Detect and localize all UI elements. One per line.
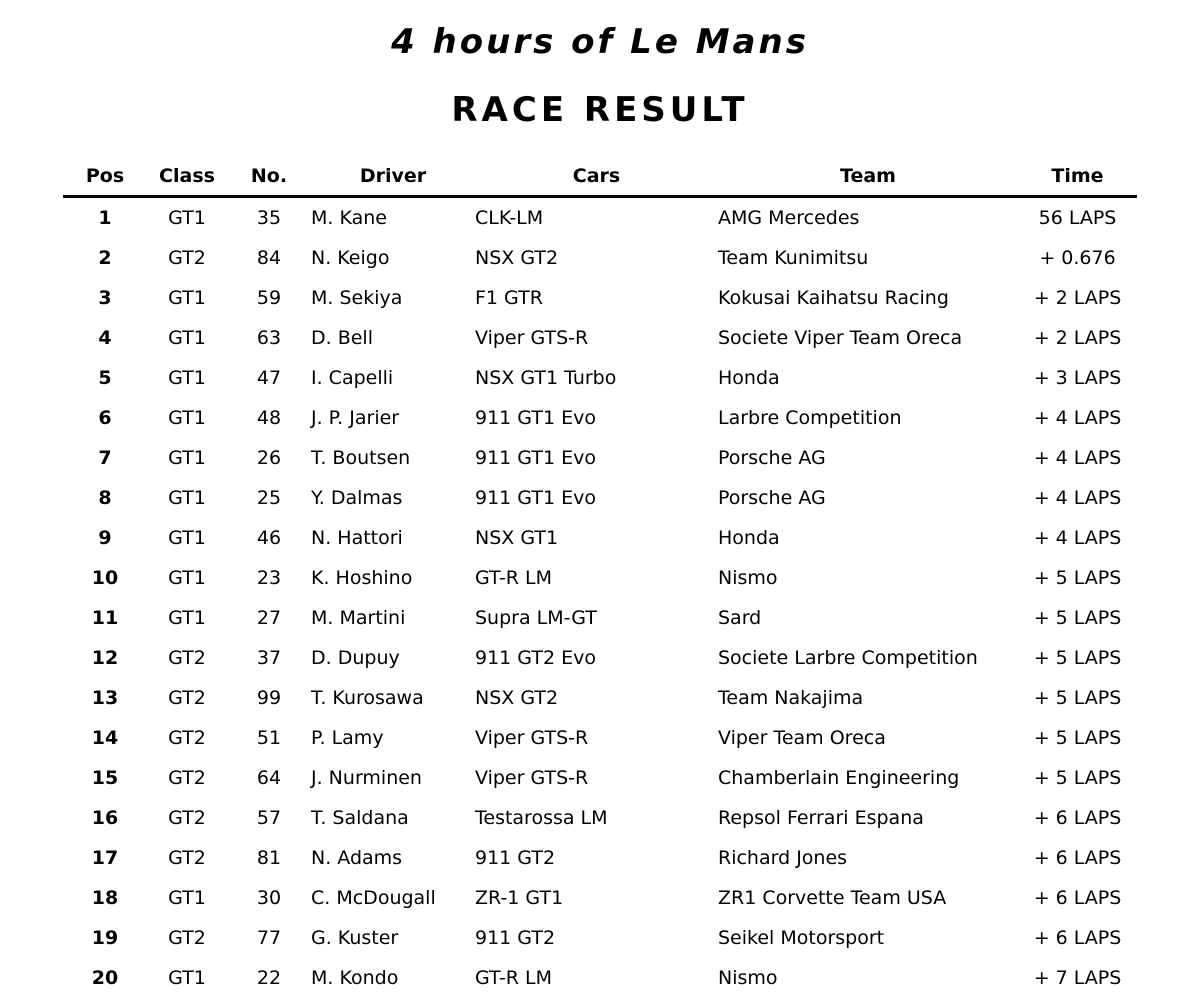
cell-car: Viper GTS-R bbox=[475, 327, 589, 349]
cell-no: 30 bbox=[256, 887, 282, 909]
cell-class: GT1 bbox=[168, 207, 206, 229]
cell-car: Viper GTS-R bbox=[475, 767, 589, 789]
cell-team: Team Kunimitsu bbox=[718, 247, 869, 269]
cell-time: + 5 LAPS bbox=[1033, 687, 1122, 709]
cell-car: NSX GT1 Turbo bbox=[475, 367, 617, 389]
column-header-pos: Pos bbox=[63, 157, 147, 197]
cell-car: 911 GT2 Evo bbox=[475, 647, 596, 669]
cell-driver: T. Boutsen bbox=[311, 447, 411, 469]
cell-driver: N. Adams bbox=[311, 847, 403, 869]
cell-pos: 17 bbox=[91, 847, 119, 869]
column-header-class: Class bbox=[147, 157, 227, 197]
cell-class: GT2 bbox=[168, 767, 206, 789]
cell-class: GT2 bbox=[168, 847, 206, 869]
cell-no: 27 bbox=[256, 607, 282, 629]
cell-pos: 18 bbox=[91, 887, 119, 909]
cell-time: + 2 LAPS bbox=[1033, 327, 1122, 349]
cell-team: Honda bbox=[718, 367, 780, 389]
table-row bbox=[63, 958, 1137, 998]
cell-car: GT-R LM bbox=[475, 567, 552, 589]
table-row bbox=[63, 878, 1137, 918]
cell-no: 37 bbox=[256, 647, 282, 669]
cell-pos: 11 bbox=[91, 607, 119, 629]
cell-driver: Y. Dalmas bbox=[311, 487, 403, 509]
cell-class: GT1 bbox=[168, 407, 206, 429]
cell-car: ZR-1 GT1 bbox=[475, 887, 564, 909]
cell-driver: K. Hoshino bbox=[311, 567, 413, 589]
cell-pos: 16 bbox=[91, 807, 119, 829]
cell-pos: 1 bbox=[98, 207, 112, 229]
cell-team: Viper Team Oreca bbox=[718, 727, 886, 749]
column-header-cars: Cars bbox=[475, 157, 718, 197]
cell-driver: N. Hattori bbox=[311, 527, 403, 549]
cell-class: GT1 bbox=[168, 487, 206, 509]
cell-no: 23 bbox=[256, 567, 282, 589]
table-row bbox=[63, 358, 1137, 398]
cell-team: Richard Jones bbox=[718, 847, 848, 869]
table-row bbox=[63, 558, 1137, 598]
cell-driver: P. Lamy bbox=[311, 727, 384, 749]
cell-team: Nismo bbox=[718, 567, 778, 589]
cell-class: GT2 bbox=[168, 247, 206, 269]
cell-car: NSX GT2 bbox=[475, 247, 559, 269]
cell-pos: 19 bbox=[91, 927, 119, 949]
cell-car: Supra LM-GT bbox=[475, 607, 597, 629]
cell-driver: M. Kane bbox=[311, 207, 387, 229]
column-header-driver: Driver bbox=[311, 157, 475, 197]
cell-class: GT2 bbox=[168, 927, 206, 949]
table-row bbox=[63, 318, 1137, 358]
table-row bbox=[63, 197, 1137, 239]
table-row bbox=[63, 518, 1137, 558]
cell-class: GT1 bbox=[168, 967, 206, 989]
cell-pos: 7 bbox=[98, 447, 112, 469]
cell-time: + 5 LAPS bbox=[1033, 767, 1122, 789]
cell-pos: 15 bbox=[91, 767, 119, 789]
cell-car: NSX GT1 bbox=[475, 527, 559, 549]
cell-no: 47 bbox=[256, 367, 282, 389]
cell-driver: D. Dupuy bbox=[311, 647, 400, 669]
cell-time: + 0.676 bbox=[1039, 247, 1116, 269]
cell-no: 48 bbox=[256, 407, 282, 429]
cell-car: Testarossa LM bbox=[475, 807, 608, 829]
results-body bbox=[63, 197, 1137, 998]
cell-team: Chamberlain Engineering bbox=[718, 767, 960, 789]
cell-team: Team Nakajima bbox=[718, 687, 864, 709]
cell-pos: 10 bbox=[91, 567, 119, 589]
cell-car: 911 GT1 Evo bbox=[475, 487, 596, 509]
cell-pos: 12 bbox=[91, 647, 119, 669]
cell-driver: T. Kurosawa bbox=[311, 687, 424, 709]
cell-no: 35 bbox=[256, 207, 282, 229]
table-row bbox=[63, 758, 1137, 798]
cell-no: 99 bbox=[256, 687, 282, 709]
cell-driver: C. McDougall bbox=[311, 887, 436, 909]
cell-team: Societe Larbre Competition bbox=[718, 647, 978, 669]
column-header-no: No. bbox=[227, 157, 311, 197]
cell-driver: T. Saldana bbox=[311, 807, 409, 829]
cell-car: 911 GT1 Evo bbox=[475, 407, 596, 429]
event-title: 4 hours of Le Mans bbox=[391, 22, 809, 62]
cell-pos: 14 bbox=[91, 727, 119, 749]
cell-no: 51 bbox=[256, 727, 282, 749]
cell-team: Porsche AG bbox=[718, 487, 826, 509]
cell-no: 25 bbox=[256, 487, 282, 509]
cell-time: + 4 LAPS bbox=[1033, 407, 1122, 429]
cell-class: GT1 bbox=[168, 887, 206, 909]
cell-time: + 2 LAPS bbox=[1033, 287, 1122, 309]
cell-pos: 20 bbox=[91, 967, 119, 989]
cell-no: 22 bbox=[256, 967, 282, 989]
table-row bbox=[63, 838, 1137, 878]
cell-no: 81 bbox=[256, 847, 282, 869]
cell-no: 64 bbox=[256, 767, 282, 789]
cell-driver: M. Kondo bbox=[311, 967, 399, 989]
cell-car: NSX GT2 bbox=[475, 687, 559, 709]
cell-class: GT1 bbox=[168, 447, 206, 469]
cell-no: 63 bbox=[256, 327, 282, 349]
cell-driver: M. Martini bbox=[311, 607, 406, 629]
cell-team: Larbre Competition bbox=[718, 407, 902, 429]
cell-class: GT2 bbox=[168, 727, 206, 749]
cell-time: + 5 LAPS bbox=[1033, 727, 1122, 749]
cell-team: Kokusai Kaihatsu Racing bbox=[718, 287, 949, 309]
cell-team: Porsche AG bbox=[718, 447, 826, 469]
cell-team: Sard bbox=[718, 607, 762, 629]
cell-time: + 7 LAPS bbox=[1033, 967, 1122, 989]
table-row bbox=[63, 398, 1137, 438]
table-header-row bbox=[63, 157, 1137, 197]
cell-no: 46 bbox=[256, 527, 282, 549]
cell-driver: J. Nurminen bbox=[311, 767, 422, 789]
table-row bbox=[63, 798, 1137, 838]
cell-team: Honda bbox=[718, 527, 780, 549]
cell-no: 84 bbox=[256, 247, 282, 269]
cell-no: 26 bbox=[256, 447, 282, 469]
table-row bbox=[63, 918, 1137, 958]
cell-team: Repsol Ferrari Espana bbox=[718, 807, 924, 829]
table-row bbox=[63, 278, 1137, 318]
cell-class: GT1 bbox=[168, 527, 206, 549]
cell-pos: 3 bbox=[98, 287, 112, 309]
table-row bbox=[63, 638, 1137, 678]
cell-team: ZR1 Corvette Team USA bbox=[718, 887, 947, 909]
cell-time: + 4 LAPS bbox=[1033, 447, 1122, 469]
cell-team: AMG Mercedes bbox=[718, 207, 860, 229]
cell-class: GT1 bbox=[168, 287, 206, 309]
cell-time: + 6 LAPS bbox=[1033, 927, 1122, 949]
cell-car: Viper GTS-R bbox=[475, 727, 589, 749]
cell-driver: N. Keigo bbox=[311, 247, 390, 269]
cell-time: + 5 LAPS bbox=[1033, 607, 1122, 629]
table-row bbox=[63, 598, 1137, 638]
cell-pos: 9 bbox=[98, 527, 112, 549]
cell-time: + 5 LAPS bbox=[1033, 567, 1122, 589]
cell-car: 911 GT1 Evo bbox=[475, 447, 596, 469]
cell-time: + 6 LAPS bbox=[1033, 887, 1122, 909]
cell-car: 911 GT2 bbox=[475, 847, 556, 869]
cell-pos: 4 bbox=[98, 327, 112, 349]
table-row bbox=[63, 238, 1137, 278]
cell-pos: 13 bbox=[91, 687, 119, 709]
cell-time: + 6 LAPS bbox=[1033, 847, 1122, 869]
cell-class: GT2 bbox=[168, 647, 206, 669]
table-row bbox=[63, 678, 1137, 718]
cell-car: F1 GTR bbox=[475, 287, 543, 309]
race-results-table bbox=[63, 157, 1137, 998]
cell-pos: 2 bbox=[98, 247, 112, 269]
cell-time: + 4 LAPS bbox=[1033, 527, 1122, 549]
cell-class: GT1 bbox=[168, 327, 206, 349]
cell-time: 56 LAPS bbox=[1038, 207, 1117, 229]
cell-driver: M. Sekiya bbox=[311, 287, 403, 309]
table-row bbox=[63, 478, 1137, 518]
column-header-time: Time bbox=[1018, 157, 1137, 197]
page-title: RACE RESULT bbox=[451, 90, 749, 130]
cell-driver: I. Capelli bbox=[311, 367, 394, 389]
table-row bbox=[63, 438, 1137, 478]
cell-time: + 3 LAPS bbox=[1033, 367, 1122, 389]
cell-team: Nismo bbox=[718, 967, 778, 989]
cell-driver: D. Bell bbox=[311, 327, 373, 349]
table-row bbox=[63, 718, 1137, 758]
cell-no: 59 bbox=[256, 287, 282, 309]
cell-time: + 5 LAPS bbox=[1033, 647, 1122, 669]
cell-class: GT1 bbox=[168, 607, 206, 629]
cell-car: CLK-LM bbox=[475, 207, 544, 229]
cell-pos: 6 bbox=[98, 407, 112, 429]
cell-team: Seikel Motorsport bbox=[718, 927, 885, 949]
cell-no: 57 bbox=[256, 807, 282, 829]
cell-car: GT-R LM bbox=[475, 967, 552, 989]
cell-class: GT2 bbox=[168, 687, 206, 709]
cell-driver: J. P. Jarier bbox=[311, 407, 400, 429]
cell-time: + 6 LAPS bbox=[1033, 807, 1122, 829]
cell-driver: G. Kuster bbox=[311, 927, 399, 949]
cell-class: GT1 bbox=[168, 567, 206, 589]
cell-car: 911 GT2 bbox=[475, 927, 556, 949]
cell-pos: 8 bbox=[98, 487, 112, 509]
cell-team: Societe Viper Team Oreca bbox=[718, 327, 963, 349]
cell-no: 77 bbox=[256, 927, 282, 949]
cell-class: GT1 bbox=[168, 367, 206, 389]
cell-time: + 4 LAPS bbox=[1033, 487, 1122, 509]
cell-class: GT2 bbox=[168, 807, 206, 829]
cell-pos: 5 bbox=[98, 367, 112, 389]
column-header-team: Team bbox=[718, 157, 1018, 197]
